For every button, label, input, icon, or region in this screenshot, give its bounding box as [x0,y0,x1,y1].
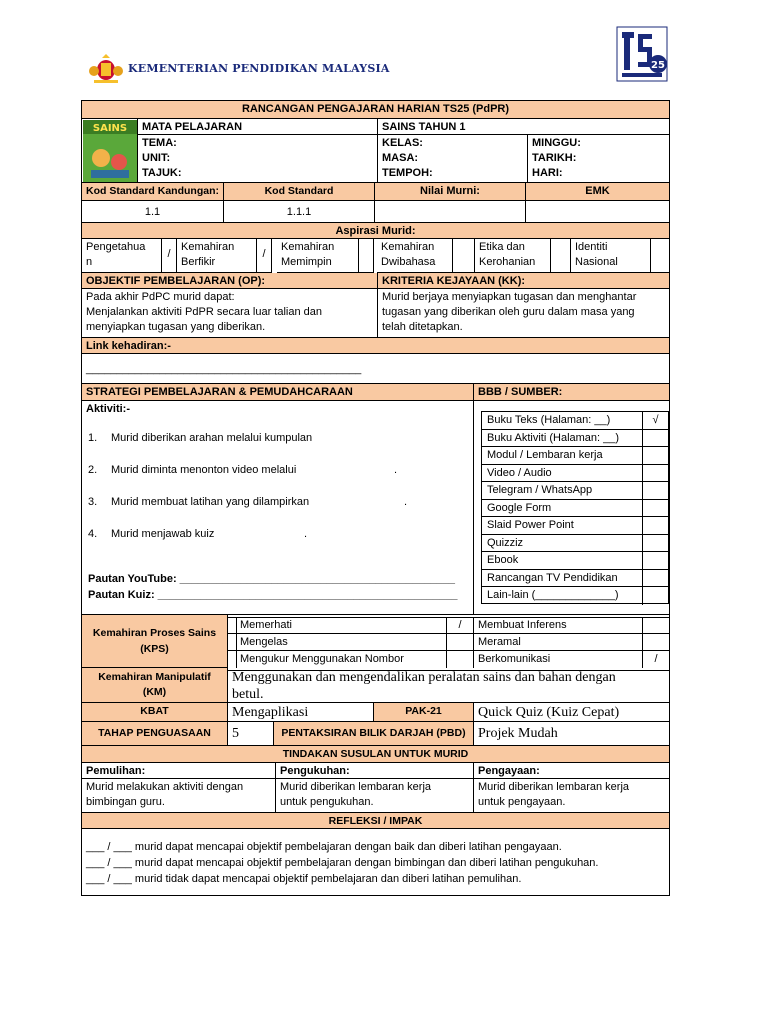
pengayaan-text [474,779,669,813]
ksk-value: 1.1 [82,201,224,223]
subject-label: MATA PELAJARAN [138,119,378,135]
pemulihan-text [82,779,276,813]
kps-item-label: Berkomunikasi [474,651,643,668]
kps-item-checkbox[interactable]: / [447,617,474,634]
tempoh-label: TEMPOH: [382,167,433,179]
kps-label [82,615,228,668]
activity-text: Murid diminta menonton video melalui [111,464,297,476]
kbat-value: Mengaplikasi [228,703,374,722]
activity-number: 2. [88,464,98,476]
aspirasi-checkbox[interactable] [453,239,475,273]
aspirasi-item [82,239,162,273]
refleksi-line: ___ / ___ murid dapat mencapai objektif pembelajaran dengan bimbingan dan diberi latihan pengukuhan. [86,857,599,869]
aspirasi-item [277,239,359,273]
bbb-item-label: Quizziz [487,536,524,549]
kuiz-link[interactable]: Pautan Kuiz: _________________________________________________ [88,589,458,601]
aktiviti-label: Aktiviti:- [86,403,130,415]
aspirasi-item-line2: Kerohanian [479,256,536,268]
pbd-value: Projek Mudah [474,722,669,746]
aspirasi-item [475,239,551,273]
activity-number: 3. [88,496,98,508]
bbb-item [482,430,668,448]
bbb-item-checkbox[interactable] [642,535,668,552]
nilai-murni-value [375,201,526,223]
ts25-logo-text: 25 [651,60,665,71]
op-label: OBJEKTIF PEMBELAJARAN (OP): [82,273,378,289]
ksp-label: Kod Standard [224,183,375,201]
tajuk-label: TAJUK: [142,167,182,179]
bbb-item-checkbox[interactable] [642,517,668,534]
youtube-link[interactable]: Pautan YouTube: _____________________________________________ [88,573,455,585]
kk-text [378,289,669,338]
aspirasi-item-line1: Pengetahua [86,241,146,253]
activity-blank[interactable]: . [404,496,408,508]
bbb-item-checkbox[interactable] [642,482,668,499]
form-title: RANCANGAN PENGAJARAN HARIAN TS25 (PdPR) [82,101,669,119]
pemulihan-line: Murid melakukan aktiviti dengan [86,781,244,793]
activity-blank[interactable]: . [304,528,308,540]
bbb-item-label: Video / Audio [487,466,552,479]
tahap-label: TAHAP PENGUASAAN [82,722,228,746]
bbb-item [482,570,668,588]
aspirasi-item [571,239,651,273]
bbb-cell [474,401,669,615]
kps-item-checkbox[interactable] [643,617,669,634]
kps-item-label: Meramal [474,634,643,651]
bbb-item-checkbox[interactable] [642,430,668,447]
aspirasi-item-line1: Kemahiran [181,241,235,253]
kps-label-line2: (KPS) [140,643,169,655]
malaysia-coat-of-arms-icon [88,54,124,84]
km-value-line1: Menggunakan dan mengendalikan peralatan sains dan bahan dengan [232,670,616,685]
bbb-item-label: Buku Teks (Halaman: __) [487,414,611,426]
bbb-item [482,517,668,535]
emk-label: EMK [526,183,669,201]
cover-title: SAINS [92,123,128,134]
kps-top-rule [228,615,669,618]
km-label [82,668,228,703]
activity-blank[interactable]: . [394,464,398,476]
ksp-value: 1.1.1 [224,201,375,223]
sains-book-cover-icon [83,120,137,182]
refleksi-line: ___ / ___ murid dapat mencapai objektif pembelajaran dengan baik dan diberi latihan pengayaan. [86,841,562,853]
kps-item-checkbox[interactable] [447,634,474,651]
pengukuhan-line: Murid diberikan lembaran kerja [280,781,432,793]
pengayaan-label: Pengayaan: [474,763,669,779]
kps-item-label: Mengelas [236,634,447,651]
bbb-item [482,500,668,518]
kk-line: tugasan yang diberikan oleh guru dalam masa yang [382,306,635,318]
bbb-item-checkbox[interactable]: √ [642,412,668,429]
link-line[interactable]: _____________________________________________ [82,354,669,384]
bbb-item-checkbox[interactable] [642,552,668,569]
bbb-item-checkbox[interactable] [642,465,668,482]
aktiviti-cell [82,401,474,615]
kelas-label: KELAS: [382,137,423,149]
bbb-item-checkbox[interactable] [642,570,668,587]
activity-text: Murid menjawab kuiz [111,528,215,540]
aspirasi-item-line2: Dwibahasa [381,256,436,268]
bbb-item-label: Modul / Lembaran kerja [487,449,603,461]
strategi-label: STRATEGI PEMBELAJARAN & PEMUDAHCARAAN [82,384,474,401]
bbb-item-label: Google Form [487,501,552,514]
aspirasi-checkbox[interactable]: / [162,239,177,273]
aspirasi-item-line1: Etika dan [479,241,525,253]
ministry-title: KEMENTERIAN PENDIDIKAN MALAYSIA [128,62,390,75]
km-label-line1: Kemahiran Manipulatif [98,671,211,683]
aspirasi-label: Aspirasi Murid: [82,223,669,239]
kk-label: KRITERIA KEJAYAAN (KK): [378,273,669,289]
kk-line: telah ditetapkan. [382,321,463,333]
op-line: Pada akhir PdPC murid dapat: [86,291,235,303]
kps-item-label: Mengukur Menggunakan Nombor [236,651,447,668]
minggu-cell [528,135,669,183]
pak21-value: Quick Quiz (Kuiz Cepat) [474,703,669,722]
bbb-item-checkbox[interactable] [642,587,668,605]
op-line: menyiapkan tugasan yang diberikan. [86,321,266,333]
aspirasi-item-line1: Identiti [575,241,608,253]
aspirasi-checkbox[interactable] [651,239,669,273]
bbb-item [482,535,668,553]
bbb-item [482,465,668,483]
aspirasi-item-line1: Kemahiran [281,241,335,253]
aspirasi-checkbox[interactable] [551,239,571,273]
aspirasi-item-line2: Memimpin [281,256,332,268]
pengukuhan-line: untuk pengukuhan. [280,796,374,808]
bbb-item [482,587,668,605]
kps-item-checkbox[interactable]: / [654,653,658,665]
refleksi-label: REFLEKSI / IMPAK [82,813,669,829]
aspirasi-checkbox[interactable]: / [257,239,272,273]
lesson-plan-form [81,100,670,896]
bbb-item [482,482,668,500]
unit-label: UNIT: [142,152,171,164]
kps-item-label: Memerhati [236,617,447,634]
tema-label: TEMA: [142,137,177,149]
tindakan-label: TINDAKAN SUSULAN UNTUK MURID [82,746,669,763]
activity-text: Murid membuat latihan yang dilampirkan [111,496,310,508]
pengayaan-line: Murid diberikan lembaran kerja [478,781,630,793]
pengayaan-line: untuk pengayaan. [478,796,566,808]
refleksi-text [82,829,669,895]
nilai-murni-label: Nilai Murni: [375,183,526,201]
pemulihan-line: bimbingan guru. [86,796,165,808]
pengukuhan-text [276,779,474,813]
aspirasi-item-line2: n [86,256,93,268]
book-cover-cell [82,119,138,183]
link-label: Link kehadiran:- [82,338,669,354]
tahap-value: 5 [228,722,274,746]
kps-item-label: Membuat Inferens [474,617,643,634]
pemulihan-label: Pemulihan: [82,763,276,779]
km-value [228,668,669,703]
bbb-item-checkbox[interactable] [642,447,668,464]
activity-text: Murid diberikan arahan melalui kumpulan [111,432,313,444]
bbb-item-label: Telegram / WhatsApp [487,484,593,496]
bbb-table [481,411,669,604]
refleksi-line: ___ / ___ murid tidak dapat mencapai objektif pembelajaran dan diberi latihan pemulihan. [86,873,522,885]
pengukuhan-label: Pengukuhan: [276,763,474,779]
kps-label-line1: Kemahiran Proses Sains [92,627,217,639]
tarikh-label: TARIKH: [532,152,577,164]
ts25-logo-icon [616,26,668,82]
km-value-line2: betul. [232,687,264,702]
minggu-label: MINGGU: [532,137,581,149]
kelas-cell [378,135,528,183]
aspirasi-item [377,239,453,273]
emk-value [526,201,669,223]
tema-cell [138,135,378,183]
activity-number: 4. [88,528,98,540]
aspirasi-item-line1: Kemahiran [381,241,435,253]
op-line: Menjalankan aktiviti PdPR secara luar talian dan [86,306,323,318]
kbat-label: KBAT [82,703,228,722]
bbb-item [482,447,668,465]
activity-number: 1. [88,432,98,444]
bbb-item [482,412,668,430]
pbd-label: PENTAKSIRAN BILIK DARJAH (PBD) [274,722,474,746]
bbb-item-label: Lain-lain (_____________) [487,589,619,601]
aspirasi-item [177,239,257,273]
ksk-label: Kod Standard Kandungan: [82,183,224,201]
hari-label: HARI: [532,167,563,179]
kk-line: Murid berjaya menyiapkan tugasan dan menghantar [382,291,637,303]
pak21-label: PAK-21 [374,703,474,722]
bbb-item-label: Buku Aktiviti (Halaman: __) [487,431,620,444]
masa-label: MASA: [382,152,419,164]
bbb-item-checkbox[interactable] [642,500,668,517]
aspirasi-checkbox[interactable] [359,239,374,273]
km-label-line2: (KM) [142,686,167,698]
bbb-item [482,552,668,570]
aspirasi-item-line2: Nasional [575,256,618,268]
bbb-label: BBB / SUMBER: [474,384,669,401]
kps-item-checkbox[interactable] [643,634,669,651]
op-text [82,289,378,338]
bbb-item-label: Rancangan TV Pendidikan [487,571,618,584]
subject-value: SAINS TAHUN 1 [378,119,669,135]
bbb-item-label: Ebook [487,554,519,566]
bbb-item-label: Slaid Power Point [487,519,574,531]
aspirasi-item-line2: Berfikir [181,256,216,268]
kps-item-checkbox[interactable] [447,651,474,668]
